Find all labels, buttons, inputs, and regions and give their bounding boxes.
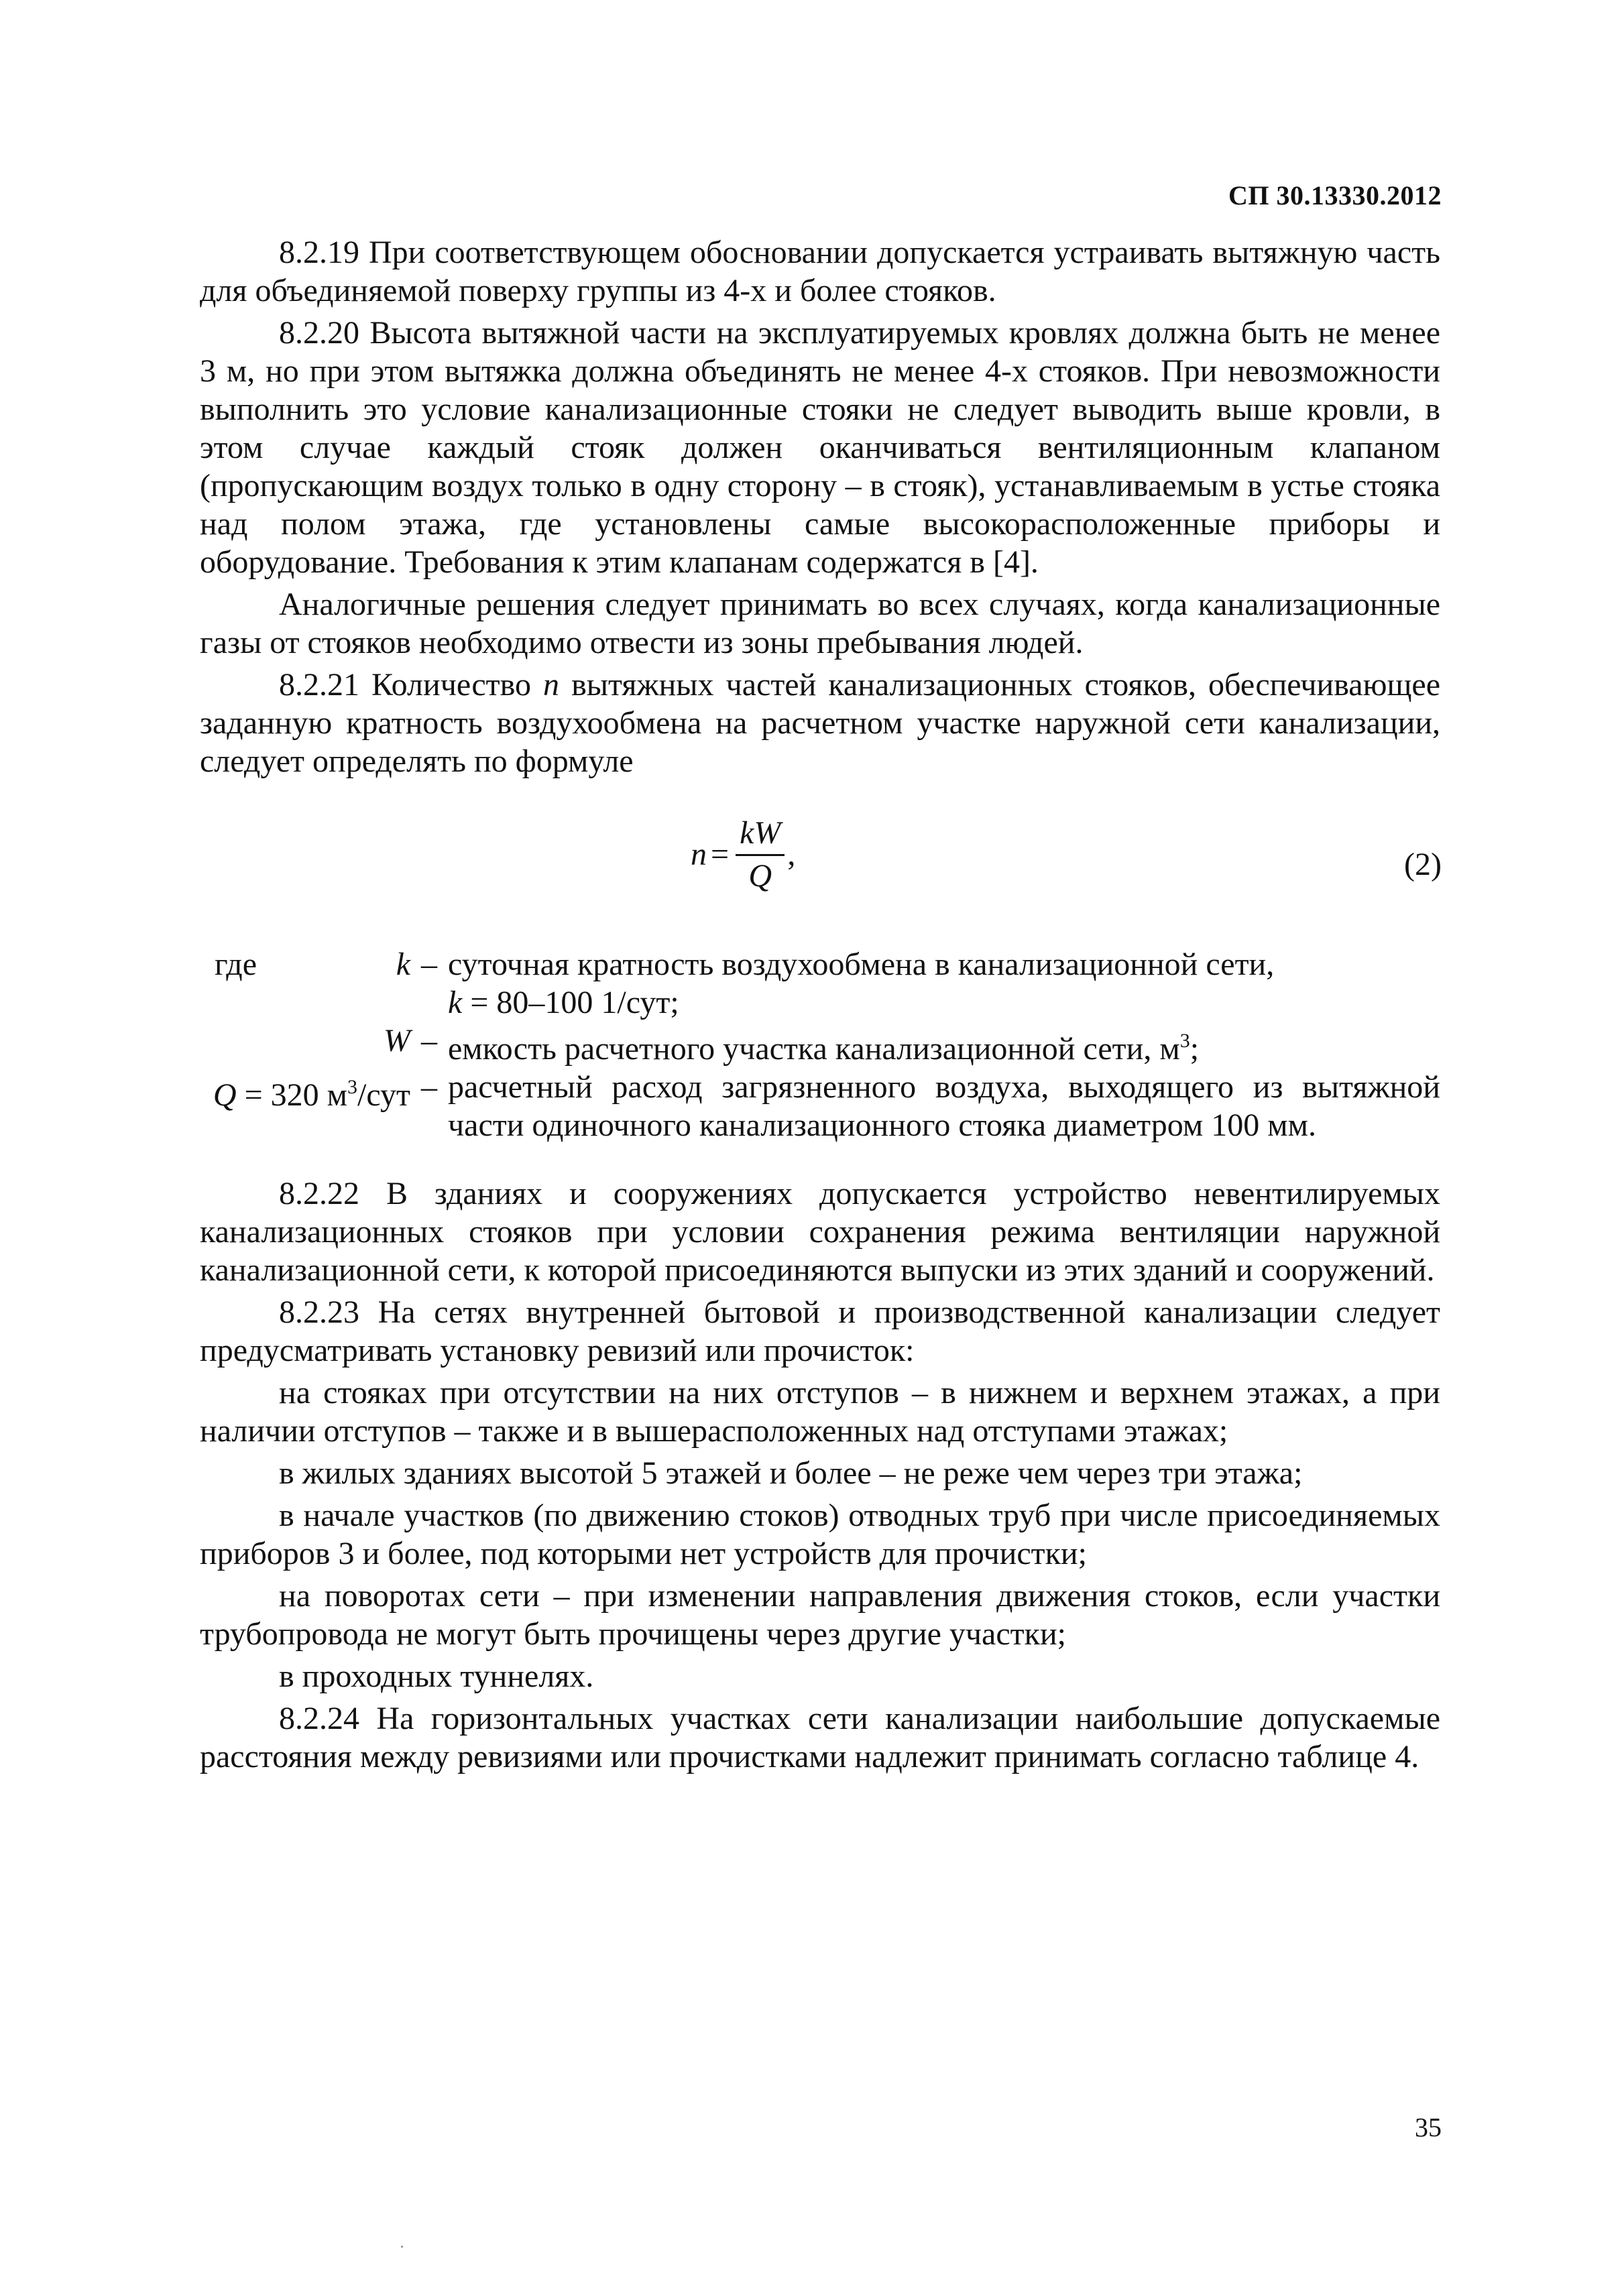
- where-label: где: [215, 947, 257, 982]
- list-item: на стояках при отсутствии на них отступов – в нижнем и верхнем этажах, а при наличии отступов – также и в вышерасположенных над отступами этажах;: [200, 1375, 1440, 1449]
- definition-k: [200, 945, 1440, 1022]
- k-range-text: = 80–100 1/сут;: [462, 985, 679, 1020]
- paragraph-8-2-21: [200, 666, 1440, 780]
- list-item: в проходных туннелях.: [279, 1658, 594, 1694]
- paragraph-8-2-19: 8.2.19 При соответствующем обосновании допускается устраивать вытяжную часть для объединяемой поверху группы из 4-х и более стояков.: [200, 235, 1440, 308]
- paragraph-8-2-21-end: вытяжных частей канализационных стояков, обеспечивающее заданную кратность воздухообмена на расчетном участке наружной сети канализации, следует определять по формуле: [200, 667, 1441, 779]
- paragraph-8-2-21-start: 8.2.21 Количество: [279, 667, 544, 703]
- definition-dash: –: [421, 1023, 437, 1059]
- formula-definitions: [200, 945, 1440, 1144]
- formula-lhs: n: [691, 837, 707, 872]
- page-number: 35: [1415, 2112, 1442, 2142]
- definition-k-text: суточная кратность воздухообмена в канализационной сети, k = 80–100 1/сут;: [448, 947, 1275, 1020]
- list-item: в жилых зданиях высотой 5 этажей и более – не реже чем через три этажа;: [279, 1455, 1303, 1491]
- paragraph-8-2-20: 8.2.20 Высота вытяжной части на эксплуатируемых кровлях должна быть не менее 3 м, но при этом вытяжка должна объединять не менее 4-х стояков. При невозможности выполнить это условие канализационные стояки не следует выводить выше кровли, в этом случае каждый стояк должен оканчиваться вентиляционным клапаном (пропускающим воздух только в одну сторону – в стояк), устанавливаемым в устье стояка над полом этажа, где установлены самые высокорасположенные приборы и оборудование. Требования к этим клапанам содержатся в [4].: [200, 315, 1440, 580]
- formula-denominator: Q: [748, 858, 772, 894]
- document-code: СП 30.13330.2012: [1228, 180, 1442, 210]
- variable-n: n: [543, 667, 560, 703]
- k-range-var: k: [448, 985, 463, 1020]
- formula-fraction: [736, 814, 785, 894]
- section-8-2-19-to-21: [200, 233, 1440, 780]
- symbol-w: W: [384, 1023, 410, 1059]
- paragraph-8-2-23: 8.2.23 На сетях внутренней бытовой и производственной канализации следует предусматривать установку ревизий или прочисток:: [200, 1294, 1440, 1368]
- equation-number: (2): [1404, 847, 1442, 882]
- list-item: на поворотах сети – при изменении направления движения стоков, если участки трубопровода не могут быть прочищены через другие участки;: [200, 1578, 1440, 1652]
- symbol-k: k: [396, 947, 410, 982]
- paragraph-8-2-22: 8.2.22 В зданиях и сооружениях допускается устройство невентилируемых канализационных стояков при условии сохранения режима вентиляции наружной канализационной сети, к которой присоединяются выпуски из этих зданий и сооружений.: [200, 1176, 1440, 1288]
- definition-w-text: емкость расчетного участка канализационной сети, $м^3$;: [448, 1030, 1200, 1067]
- definition-q: [200, 1068, 1440, 1144]
- formula-2: [691, 814, 795, 894]
- definition-dash: –: [421, 1069, 437, 1105]
- formula-numerator: kW: [740, 815, 781, 851]
- section-8-2-22-to-24: [200, 1174, 1440, 1776]
- paragraph-8-2-24: 8.2.24 На горизонтальных участках сети канализации наибольшие допускаемые расстояния между ревизиями или прочистками надлежит принимать согласно таблице 4.: [200, 1701, 1440, 1774]
- definition-q-text: расчетный расход загрязненного воздуха, выходящего из вытяжной части одиночного канализационного стояка диаметром 100 мм.: [448, 1069, 1440, 1143]
- symbol-q: Q = 320 $м^3$/сут: [213, 1076, 410, 1113]
- paragraph-analogous-solutions: Аналогичные решения следует принимать во всех случаях, когда канализационные газы от стояков необходимо отвести из зоны пребывания людей.: [200, 587, 1440, 660]
- formula-equals: =: [711, 837, 730, 872]
- definition-w: [200, 1022, 1440, 1068]
- list-item: в начале участков (по движению стоков) отводных труб при числе присоединяемых приборов 3 и более, под которыми нет устройств для прочистки;: [200, 1498, 1440, 1571]
- scan-speck: [401, 2246, 403, 2248]
- formula-comma: ,: [787, 837, 796, 872]
- definition-dash: –: [421, 947, 437, 982]
